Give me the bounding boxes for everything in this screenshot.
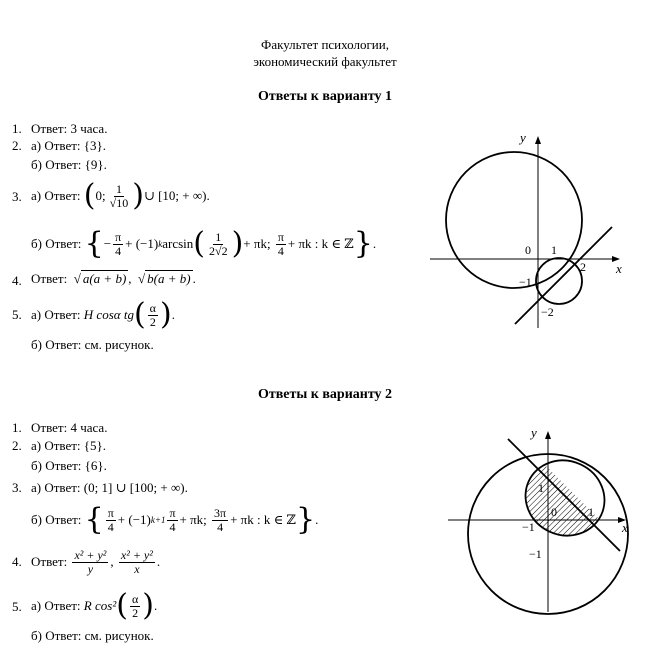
v1-q1-num: 1. [12,121,22,136]
v1-q3b-sign: + (−1) [125,236,159,251]
v2-q3b-frac3 [212,507,228,534]
variant1-heading: Ответы к варианту 1 [257,89,393,104]
v2-q4-frac2-num: x² + y² [120,547,153,562]
fig2-x-label: x [622,520,628,535]
v1-q3-num: 3. [12,189,22,204]
v1-q3b-frac1 [113,231,123,258]
fig1-minus-one-label: −1 [519,275,532,289]
v1-q5b-answer: б) Ответ: см. рисунок. [31,337,154,352]
v2-q3b-brace-open: { [84,502,104,537]
v1-q3b-frac2 [207,231,230,258]
v1-q4-root2: b(a + b) [147,271,191,286]
variant2-heading: Ответы к варианту 2 [257,387,393,402]
v2-q4-frac2-den: x [134,561,140,576]
v1-q5-num: 5. [12,307,22,322]
v1-q4-prefix: Ответ: [31,271,68,286]
figure-1 [430,128,630,328]
fig2-minus-one-y-label: −1 [529,547,542,561]
v1-q3b-frac1-den: 4 [115,243,122,258]
v1-q5a-prefix: а) Ответ: [31,307,81,322]
v1-q3b-frac3 [276,231,286,258]
v2-q1-answer: Ответ: 4 часа. [31,420,108,435]
v1-q3b-minus: − [103,236,112,251]
v1-q5a-frac-num: α [149,300,156,315]
v2-q4-prefix: Ответ: [31,554,68,569]
v1-q3a-fraction [108,183,131,210]
fig1-y-arrow [535,136,541,144]
v2-q3b-frac2-num: π [169,505,176,520]
v2-q4-frac1-num: x² + y² [74,547,107,562]
v2-q4-frac1-den: y [87,561,94,576]
v2-q4-num: 4. [12,554,22,569]
v2-q1-num: 1. [12,420,22,435]
v1-q4-num: 4. [12,273,22,288]
v2-q3b-prefix: б) Ответ: [31,512,82,527]
v1-q1-answer: Ответ: 3 часа. [31,121,108,136]
v1-q3a-paren-close: ) [132,178,144,213]
fig2-one-x-label: 1 [588,505,594,519]
v2-q5a-frac-num: α [131,591,139,606]
v2-q5a-frac-den: 2 [132,605,139,620]
v1-q3b-paren-close: ) [231,226,244,261]
v1-q3a-frac-den: √10 [109,195,129,210]
v1-q3b-paren-open: ( [193,226,205,261]
v2-q5a-prefix: а) Ответ: [31,598,81,613]
v1-q3a-answer [31,176,210,216]
v1-q3a-prefix: а) Ответ: [31,188,81,203]
v1-q3b-brace-open: { [84,226,104,261]
fig2-y-label: y [531,425,537,440]
v2-q5a-expr: R cos² [83,598,117,613]
v2-q5a-answer: а) Ответ: R cos² ( $\frac{\alpha}{2}$ ) . [31,588,158,623]
fig1-minus-two-label: −2 [541,305,554,319]
v1-q2a-answer: а) Ответ: {3}. [31,138,107,153]
v1-q3b-frac2-den: 2√2 [208,243,228,258]
v1-q3b-tail1: + πk; [243,236,271,251]
v2-q4-frac1 [72,549,108,576]
v2-q3b-sign: + (−1) [117,512,151,527]
v1-q4-answer: Ответ: √ a(a + b) , √ b(a + b) . [31,271,196,286]
v2-q3-num: 3. [12,480,22,495]
v1-q3a-paren-open: ( [83,178,96,213]
fig1-one-label: 1 [551,243,557,257]
v1-q2-num: 2. [12,138,22,153]
v2-q5a-paren-open: ( [116,588,128,623]
v2-q5-num: 5. [12,599,22,614]
header-line-1: Факультет психологии, [261,37,389,52]
v2-q2-num: 2. [12,438,22,453]
v2-q3b-frac3-num: 3π [214,505,227,520]
fig2-minus-one-x-label: −1 [522,520,535,534]
fig2-y-arrow [545,431,551,439]
v1-q3b-sup: k [158,239,163,249]
v1-q5a-answer: а) Ответ: H cosα tg ( $\frac{\alpha}{2}$ ) . [31,297,175,332]
v1-q3b-arcsin: arcsin [162,236,194,251]
v1-q4-root1: a(a + b) [82,271,127,286]
v1-q3b-frac1-num: π [115,229,122,244]
v2-q3b-frac1 [106,507,116,534]
v1-q3a-frac-num: 1 [115,181,122,196]
v2-q4-frac2 [119,549,155,576]
v2-q3b-brace-close: } [295,502,316,537]
v1-q5a-paren-close: ) [159,297,172,332]
v1-q2b-answer: б) Ответ: {9}. [31,157,107,172]
v2-q3b-answer: б) Ответ: { $\frac{\pi}{4}$ + (−1) k+1 $\frac{\pi}{4}$ + πk; $\frac{3\pi}{4}$ + πk : k ∈ ℤ } . [31,502,319,537]
fig1-origin-label: 0 [525,243,531,257]
fig1-two-label: 2 [580,260,586,274]
v1-q3b-answer: б) Ответ: { − $\frac{\pi}{4}$ + (−1) k arcsin ( $\frac{1}{2√2}$ ) + πk; $\frac{\pi}{4}$ + πk : k ∈ ℤ } . [31,226,377,261]
fig2-one-y-label: 1 [538,481,544,495]
v2-q3a-answer: а) Ответ: (0; 1] ∪ [100; + ∞). [31,480,188,495]
v1-q3b-prefix: б) Ответ: [31,236,82,251]
v2-q3b-frac1-den: 4 [107,519,114,534]
v1-q3b-frac3-num: π [277,229,284,244]
v2-q3b-tail1: + πk; [179,512,207,527]
v2-q3b-frac2-den: 4 [169,519,176,534]
v2-q3b-frac3-den: 4 [217,519,224,534]
v2-q2b-answer: б) Ответ: {6}. [31,458,107,473]
fig1-big-circle [446,152,582,288]
v1-q5a-frac [148,302,158,329]
v2-q5b-answer: б) Ответ: см. рисунок. [31,628,154,643]
v1-q3b-frac2-num: 1 [215,229,222,244]
v1-q5a-expr: H cosα tg [83,307,134,322]
v2-q3b-sup: k+1 [150,515,166,525]
v1-q3b-brace-close: } [353,226,373,261]
v2-q2a-answer: а) Ответ: {5}. [31,438,107,453]
v1-q3b-frac3-den: 4 [277,243,284,258]
v2-q4-answer: Ответ: $\frac{\text{x² + y²}}{y}$ , $\frac{\text{x² + y²}}{x}$ . [31,547,161,576]
v1-q5a-frac-den: 2 [149,314,156,329]
fig2-origin-label: 0 [551,505,557,519]
v1-q3a-open: 0; [95,188,106,203]
v1-q5a-paren-open: ( [133,297,146,332]
v1-q3b-tail2: + πk : k ∈ ℤ [287,236,354,251]
v1-q3a-rest: ∪ [10; + ∞). [143,188,210,203]
v2-q5a-paren-close: ) [142,588,154,623]
v2-q3b-frac1-num: π [107,505,114,520]
v2-q3b-tail2: + πk : k ∈ ℤ [230,512,296,527]
fig1-y-label: y [520,130,526,145]
fig1-x-label: x [616,261,622,276]
figure-2 [440,420,640,620]
v2-q3b-frac2 [167,507,177,534]
header-line-2: экономический факультет [253,54,397,69]
v2-q5a-frac [130,593,140,620]
